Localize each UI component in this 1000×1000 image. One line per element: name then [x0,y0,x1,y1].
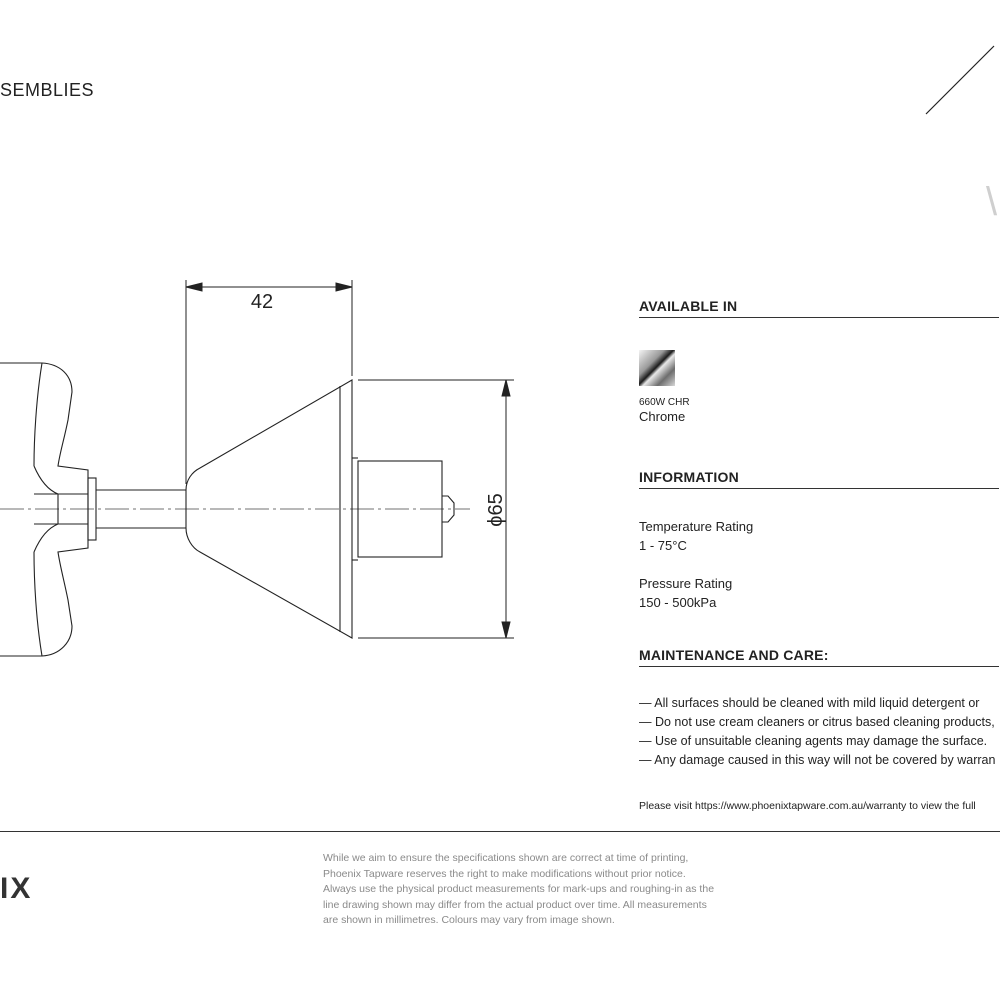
information-rule [639,488,999,489]
corner-slash-decoration [920,40,1000,120]
technical-drawing [0,270,610,670]
finish-code: 660W CHR [639,397,690,408]
maintenance-item: — All surfaces should be cleaned with mild liquid detergent or [639,696,980,710]
disclaimer [323,851,763,929]
disclaimer-line: Always use the physical product measurements for mark-ups and roughing-in as the [323,883,715,895]
temperature-rating-value: 1 - 75°C [639,538,687,553]
corner-x-decoration: \ [986,180,998,224]
maintenance-heading: MAINTENANCE AND CARE: [639,647,829,663]
footer-rule [0,831,1000,832]
disclaimer-line: line drawing shown may differ from the actual product over time. All measurements [323,898,707,911]
disclaimer-line: Phoenix Tapware reserves the right to make modifications without prior notice. [323,867,686,880]
maintenance-item: — Use of unsuitable cleaning agents may damage the surface. [639,734,988,748]
disclaimer-line: While we aim to ensure the specifications shown are correct at time of printing, [323,852,689,864]
pressure-rating-value: 150 - 500kPa [639,595,717,610]
available-in-rule [639,317,999,318]
length-dimension-label: 42 [250,291,274,313]
temperature-rating-label: Temperature Rating [639,519,754,534]
pressure-rating-label: Pressure Rating [639,576,733,591]
maintenance-item: — Do not use cream cleaners or citrus based cleaning products, [639,715,995,729]
chrome-finish-swatch[interactable] [639,350,675,386]
disclaimer-line: are shown in millimetres. Colours may vary from image shown. [323,914,615,926]
available-in-heading: AVAILABLE IN [639,298,738,314]
page-title: SEMBLIES [0,80,95,100]
handle-lever [0,363,96,656]
diameter-dimension-label: ϕ65 [485,493,507,527]
maintenance-item: — Any damage caused in this way will not be covered by warran [639,753,996,767]
brand-logo: IX [0,872,33,905]
information-heading: INFORMATION [639,469,739,485]
maintenance-rule [639,666,999,667]
warranty-note[interactable]: Please visit https://www.phoenixtapware.com.au/warranty to view the full [639,800,976,812]
finish-name: Chrome [639,409,686,424]
